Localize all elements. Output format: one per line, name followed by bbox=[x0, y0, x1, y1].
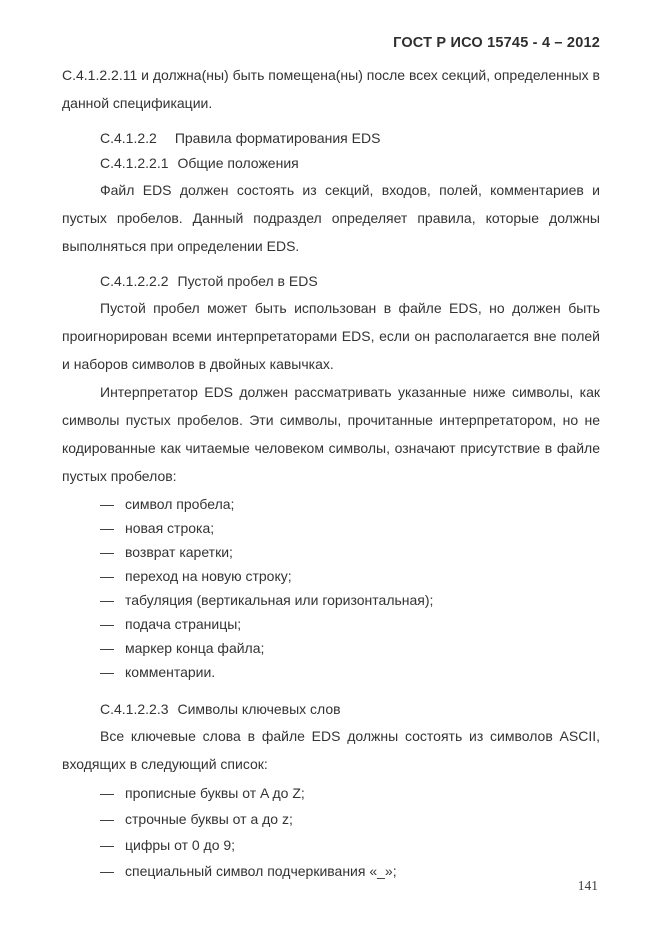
list-item-text: специальный символ подчеркивания «_»; bbox=[125, 863, 397, 879]
heading-title: Правила форматирования EDS bbox=[174, 130, 381, 146]
list-item-dash: — bbox=[100, 544, 114, 560]
list-item-text: табуляция (вертикальная или горизонтальная); bbox=[125, 592, 434, 608]
keywords-paragraph: Все ключевые слова в файле EDS должны состоять из символов ASCII, входящих в следующий список: bbox=[62, 728, 600, 772]
list-item-text: маркер конца файла; bbox=[125, 640, 265, 656]
list-item bbox=[62, 806, 600, 832]
list-item-dash: — bbox=[100, 811, 114, 827]
list-item bbox=[62, 564, 600, 588]
list-item-dash: — bbox=[100, 568, 114, 584]
heading-title: Общие положения bbox=[177, 155, 299, 171]
intro-paragraph: С.4.1.2.2.11 и должна(ны) быть помещена(ны) после всех секций, определенных в данной спецификации. bbox=[62, 67, 600, 111]
list-item-dash: — bbox=[100, 837, 114, 853]
list-item-dash: — bbox=[100, 640, 114, 656]
general-paragraph: Файл EDS должен состоять из секций, входов, полей, комментариев и пустых пробелов. Данный подраздел определяет правила, которые должны выполняться при определении EDS. bbox=[62, 182, 600, 254]
heading-general-provisions bbox=[62, 151, 600, 176]
list-item-dash: — bbox=[100, 616, 114, 632]
list-item-text: прописные буквы от A до Z; bbox=[125, 785, 305, 801]
list-item-text: новая строка; bbox=[125, 520, 215, 536]
whitespace-paragraph-1: Пустой пробел может быть использован в файле EDS, но должен быть проигнорирован всеми интерпретаторами EDS, если он располагается вне полей и наборов символов в двойных кавычках. bbox=[62, 300, 600, 372]
list-item-text: комментарии. bbox=[125, 664, 216, 680]
heading-title: Пустой пробел в EDS bbox=[177, 273, 318, 289]
list-item-text: цифры от 0 до 9; bbox=[125, 837, 236, 853]
list-item-dash: — bbox=[100, 496, 114, 512]
list-item bbox=[62, 588, 600, 612]
list-item-text: возврат каретки; bbox=[125, 544, 233, 560]
list-item bbox=[62, 540, 600, 564]
heading-number: С.4.1.2.2.3 bbox=[100, 701, 169, 717]
list-item-text: символ пробела; bbox=[125, 496, 235, 512]
heading-whitespace bbox=[62, 269, 600, 294]
list-item-text: переход на новую строку; bbox=[125, 568, 292, 584]
list-item-dash: — bbox=[100, 863, 114, 879]
list-item-dash: — bbox=[100, 520, 114, 536]
heading-title: Символы ключевых слов bbox=[177, 701, 341, 717]
list-item-dash: — bbox=[100, 664, 114, 680]
heading-number: С.4.1.2.2 bbox=[100, 130, 157, 146]
keyword-symbols-list bbox=[62, 780, 600, 884]
whitespace-symbols-list bbox=[62, 492, 600, 684]
list-item-dash: — bbox=[100, 785, 114, 801]
heading-number: С.4.1.2.2.1 bbox=[100, 155, 169, 171]
list-item bbox=[62, 832, 600, 858]
list-item-dash: — bbox=[100, 592, 114, 608]
list-item bbox=[62, 612, 600, 636]
heading-keywords bbox=[62, 697, 600, 722]
list-item bbox=[62, 516, 600, 540]
list-item bbox=[62, 858, 600, 884]
list-item bbox=[62, 492, 600, 516]
whitespace-paragraph-2: Интерпретатор EDS должен рассматривать указанные ниже символы, как символы пустых пробелов. Эти символы, прочитанные интерпретатором, но не кодированные как читаемые человеком символы, означают присутствие в файле пустых пробелов: bbox=[62, 384, 600, 484]
list-item bbox=[62, 636, 600, 660]
list-item-text: подача страницы; bbox=[125, 616, 242, 632]
page-number: 141 bbox=[577, 878, 598, 893]
heading-number: С.4.1.2.2.2 bbox=[100, 273, 169, 289]
list-item-text: строчные буквы от a до z; bbox=[125, 811, 293, 827]
list-item bbox=[62, 780, 600, 806]
heading-formatting-rules bbox=[62, 126, 600, 151]
list-item bbox=[62, 660, 600, 684]
document-header-title: ГОСТ Р ИСО 15745 - 4 – 2012 bbox=[393, 35, 600, 51]
